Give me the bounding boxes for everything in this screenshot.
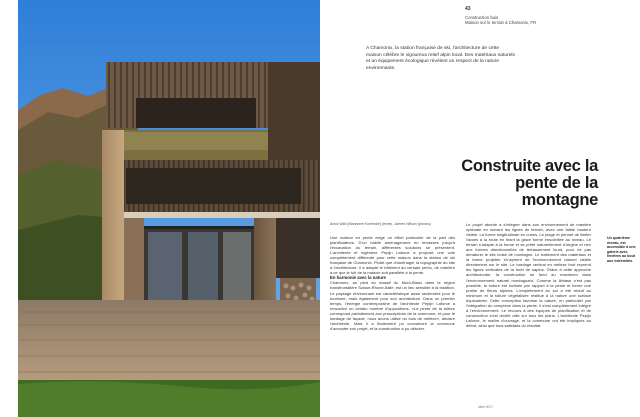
- photo-caption: A Chamonix, la station française de ski, l'architecture de cette maison célèbre le vigoureux relief alpin local. Des matériaux naturels et un équipement écologique révèlent un respect de la nature environnante.: [366, 46, 515, 71]
- intro-paragraph: Une maison en pente exige un effort particulier de la part des planificateurs. D'un habile aménagement en terrasses jusqu'à l'excavation du terrain, différentes solutions se présentent. L'architecte et ingénieur Pepijn Laforce a proposé une voie complètement différente pour cette maison dans la station de ski française de Chamonix. Plutôt que d'aménager la topographie du site à l'architecture, il a adapté le bâtiment au versant pentu, de manière à ce que le toit de la maison soit parallèle à la pente.: [330, 235, 455, 276]
- body-paragraph-2: Le projet aborde à s'intégrer dans son environnement de manière optimale en suivant les lignes du terrain, avec une faible hauteur visible. La forme longitudinale en cubes. Le plage et permet de limiter l'accès à la route en tirant la glace forme ensoleillée au niveau. Le terrain s'adapte à la forme et se prête naturellement d'origine et rien aux formes directionnelles de terrassement lourd, pour ne pas dénaturer le site boisé de montagne. Le traitement des matériaux et la forme projetée s'inspirent de l'environnement naturel visible directement sur le site. Le bardage vertical en mélèze brut reprend les lignes verticales de la forêt de sapins. Grâce à cette approche architecturale, la construction se fond au maximum dans l'environnement naturel montagnard. Comme la lithiase n'est pas possible, la toiture est inclinée par rapport à la pente et forme une prairie de fleurs alpines. L'empiétement au sol a été réduit au minimum et la toiture végétalisée restitue à la nature une surface équivalente. Cette conception favorise la nature, en particulier par l'intégration du complexe dans la pente, il s'est complètement intégré à l'environnement. Le recours à des équipes de planification et de construction s'est révélé utile sur tous les plans. L'architecte Pepijn Laforce, le maître d'ouvrage, et la commune ont été impliqués au début, ainsi que tous satisfaits du résultat.: [466, 222, 591, 328]
- article-credits: Anna Wild (Marianne Kuehmke) (texte), Jaeren Wilson (photos): [330, 222, 432, 226]
- section-line-2: Maison sur le terrain à Chamonix, FR: [465, 20, 537, 26]
- page-footer: Idée 5/17: [478, 405, 493, 409]
- section-line-1: Construction bois: [465, 15, 499, 20]
- text-column-2: [466, 222, 591, 328]
- subheading: En harmonie avec la nature: [330, 275, 386, 281]
- body-paragraph: Chamonix, au pied du massif du Mont-Blanc dans la région transfrontalière Suisse-Rhone-Italie, est un lieu sensible à la tradition. Le paysage environnant est caractéristique aussi seulement pour le tourisme, mais également pour son architecture. Dans un premier temps, l'énergie contemporaine de l'architecte Pepijn Laforce a rencontré un certain nombre d'oppositions. «La pente de la toiture correspond parfaitement aux prescriptions de la commune, et pour le bardage de façade, nous avons utilisé du bois de mélèze», déclare l'architecte. Mais il a finalement pu convaincre la commune d'accepter son projet, et la construction a pu débuter.: [330, 280, 455, 331]
- text-column-1: [330, 235, 455, 331]
- page-number: 43: [465, 6, 471, 12]
- side-note: Un quatrième niveau, est accessible à une galerie avec fenêtres au bout aux extrémités.: [607, 236, 636, 263]
- section-label: [465, 15, 536, 26]
- article-title: Construite avec la pente de la montagne: [461, 157, 598, 209]
- house-photo-illustration: [18, 0, 320, 417]
- house-photo: [18, 0, 320, 417]
